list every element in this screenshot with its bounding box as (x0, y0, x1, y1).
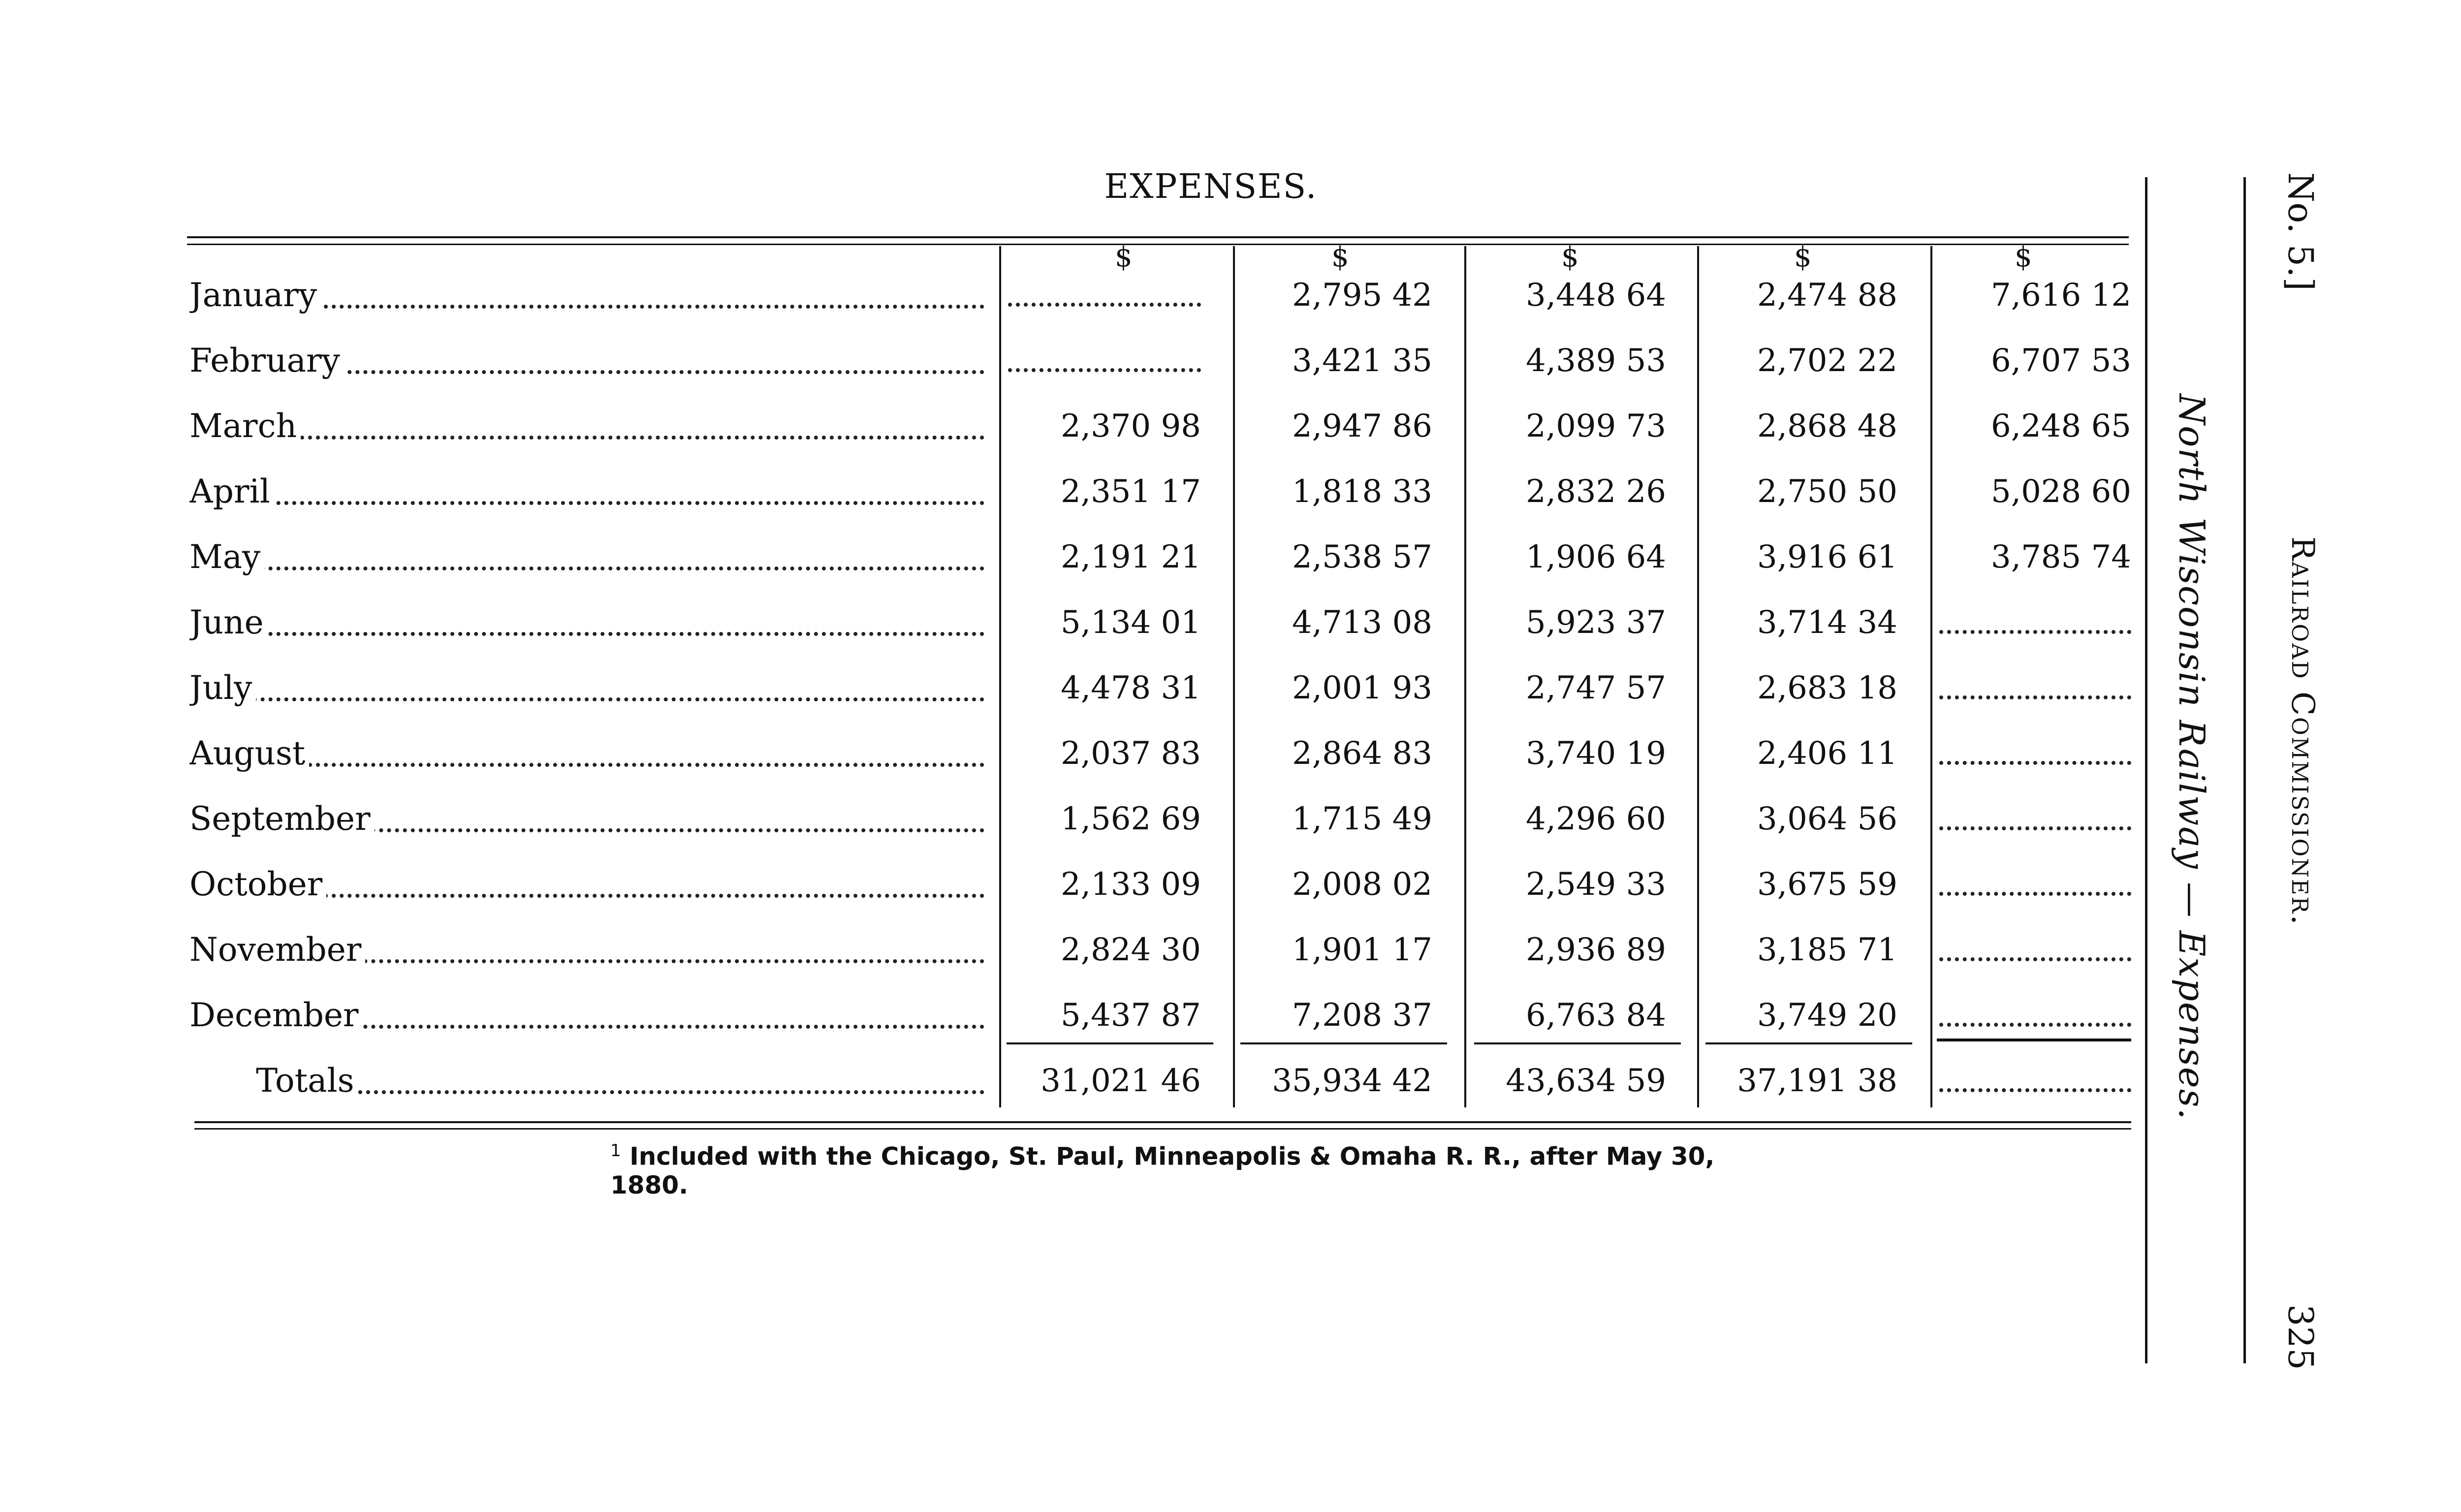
top-rule (187, 236, 2129, 238)
month-label: June (189, 603, 268, 641)
value-cell: 2,191 21 (1061, 539, 1201, 575)
empty-cell (1939, 862, 2131, 907)
page-number: 325 (2280, 1304, 2321, 1370)
totals-rule (1937, 1039, 2131, 1041)
dot-leader (189, 697, 984, 701)
totals-rule (1007, 1042, 1213, 1044)
value-cell: 2,099 73 (1526, 408, 1666, 444)
frame-rule (2243, 177, 2246, 1363)
value-cell: 2,037 83 (1061, 735, 1201, 772)
dot-leader (1939, 957, 2131, 961)
value-cell: 2,868 48 (1757, 408, 1897, 444)
month-label: August (189, 734, 309, 772)
dot-leader (1939, 695, 2131, 699)
value-cell: 7,616 12 (1991, 277, 2131, 314)
footnote-marker: 1 (610, 1141, 621, 1161)
value-cell: 4,713 08 (1292, 604, 1432, 641)
row-label (189, 470, 984, 514)
dot-leader (1939, 826, 2131, 830)
value-cell: 2,474 88 (1757, 277, 1897, 314)
top-rule-2 (187, 244, 2129, 245)
dollar-sign: $ (1794, 241, 1812, 273)
dot-leader (1939, 1088, 2131, 1092)
empty-cell (1939, 1059, 2131, 1103)
empty-cell (1939, 993, 2131, 1038)
value-cell: 2,702 22 (1757, 343, 1897, 379)
report-number: No. 5.] (2280, 172, 2321, 291)
dot-leader (256, 1090, 984, 1094)
month-label: January (189, 276, 321, 314)
value-cell: 2,795 42 (1292, 277, 1432, 314)
value-cell: 7,208 37 (1292, 997, 1432, 1034)
frame-rule (2145, 177, 2147, 1363)
commissioner-heading: Railroad Commissioner. (2284, 536, 2321, 926)
value-cell: 5,134 01 (1061, 604, 1201, 641)
row-label (189, 993, 984, 1038)
value-cell: 5,923 37 (1526, 604, 1666, 641)
value-cell: 2,747 57 (1526, 670, 1666, 706)
running-title: North Wisconsin Railway — Expenses. (2171, 394, 2212, 1121)
value-cell: 2,947 86 (1292, 408, 1432, 444)
row-label (189, 928, 984, 972)
value-cell: 2,864 83 (1292, 735, 1432, 772)
value-cell: 5,028 60 (1991, 473, 2131, 510)
empty-cell (1939, 797, 2131, 841)
empty-cell (1939, 928, 2131, 972)
value-cell: 2,008 02 (1292, 866, 1432, 903)
month-label: March (189, 407, 301, 445)
value-cell: 3,714 34 (1757, 604, 1897, 641)
value-cell: 2,406 11 (1757, 735, 1897, 772)
dot-leader (1939, 630, 2131, 634)
value-cell: 3,785 74 (1991, 539, 2131, 575)
dot-leader (1008, 368, 1201, 372)
value-cell: 1,562 69 (1061, 801, 1201, 837)
row-label (189, 339, 984, 383)
value-cell: 3,740 19 (1526, 735, 1666, 772)
value-cell: 1,715 49 (1292, 801, 1432, 837)
value-cell: 2,538 57 (1292, 539, 1432, 575)
row-label (189, 731, 984, 776)
row-label (189, 666, 984, 710)
totals-rule (1240, 1042, 1447, 1044)
row-label (189, 404, 984, 448)
row-label (189, 273, 984, 317)
dollar-sign: $ (2015, 241, 2032, 273)
value-cell: 2,351 17 (1061, 473, 1201, 510)
dot-leader (1939, 1023, 2131, 1027)
table-title: EXPENSES. (1104, 167, 1318, 206)
bottom-rule (194, 1121, 2131, 1123)
row-label (189, 862, 984, 907)
totals-rule (1474, 1042, 1681, 1044)
value-cell: 4,478 31 (1061, 670, 1201, 706)
value-cell: 3,064 56 (1757, 801, 1897, 837)
value-cell: 4,389 53 (1526, 343, 1666, 379)
footnote-text: Included with the Chicago, St. Paul, Minneapolis & Omaha R. R., after May 30, 1880. (610, 1142, 1715, 1199)
dollar-sign: $ (1331, 241, 1349, 273)
month-label: February (189, 342, 344, 379)
empty-cell (1008, 339, 1201, 383)
month-label: October (189, 865, 326, 903)
value-cell: 2,370 98 (1061, 408, 1201, 444)
value-cell: 2,549 33 (1526, 866, 1666, 903)
value-cell: 2,683 18 (1757, 670, 1897, 706)
dot-leader (189, 501, 984, 505)
value-cell: 3,421 35 (1292, 343, 1432, 379)
dot-leader (189, 632, 984, 636)
month-label: September (189, 800, 375, 838)
value-cell: 2,936 89 (1526, 932, 1666, 968)
dot-leader (189, 567, 984, 570)
month-label: April (189, 472, 274, 510)
value-cell: 3,675 59 (1757, 866, 1897, 903)
value-cell: 2,832 26 (1526, 473, 1666, 510)
value-cell: 2,824 30 (1061, 932, 1201, 968)
row-label (189, 600, 984, 645)
value-cell: 6,707 53 (1991, 343, 2131, 379)
empty-cell (1939, 600, 2131, 645)
value-cell: 3,185 71 (1757, 932, 1897, 968)
dot-leader (1939, 892, 2131, 896)
row-label (189, 535, 984, 579)
empty-cell (1939, 666, 2131, 710)
month-label: July (189, 669, 256, 707)
value-cell: 3,448 64 (1526, 277, 1666, 314)
dollar-sign: $ (1115, 241, 1133, 273)
value-cell: 3,749 20 (1757, 997, 1897, 1034)
empty-cell (1008, 273, 1201, 317)
value-cell: 1,906 64 (1526, 539, 1666, 575)
value-cell: 1,818 33 (1292, 473, 1432, 510)
total-cell: 31,021 46 (1041, 1063, 1201, 1099)
value-cell: 1,901 17 (1292, 932, 1432, 968)
dot-leader (1008, 303, 1201, 307)
totals-label (256, 1059, 984, 1103)
empty-cell (1939, 731, 2131, 776)
value-cell: 2,133 09 (1061, 866, 1201, 903)
month-label: November (189, 931, 365, 969)
dot-leader (1939, 761, 2131, 765)
row-label (189, 797, 984, 841)
month-label: December (189, 996, 362, 1034)
total-cell: 43,634 59 (1506, 1063, 1666, 1099)
total-cell: 37,191 38 (1737, 1063, 1897, 1099)
footnote (610, 1141, 1742, 1199)
dollar-sign: $ (1561, 241, 1579, 273)
bottom-rule-2 (194, 1128, 2131, 1130)
dot-leader (189, 436, 984, 440)
total-cell: 35,934 42 (1272, 1063, 1432, 1099)
value-cell: 4,296 60 (1526, 801, 1666, 837)
value-cell: 6,763 84 (1526, 997, 1666, 1034)
totals-rule (1705, 1042, 1912, 1044)
value-cell: 2,750 50 (1757, 473, 1897, 510)
value-cell: 6,248 65 (1991, 408, 2131, 444)
month-label: May (189, 538, 264, 576)
value-cell: 3,916 61 (1757, 539, 1897, 575)
value-cell: 5,437 87 (1061, 997, 1201, 1034)
value-cell: 2,001 93 (1292, 670, 1432, 706)
totals-label-text: Totals (256, 1062, 358, 1100)
